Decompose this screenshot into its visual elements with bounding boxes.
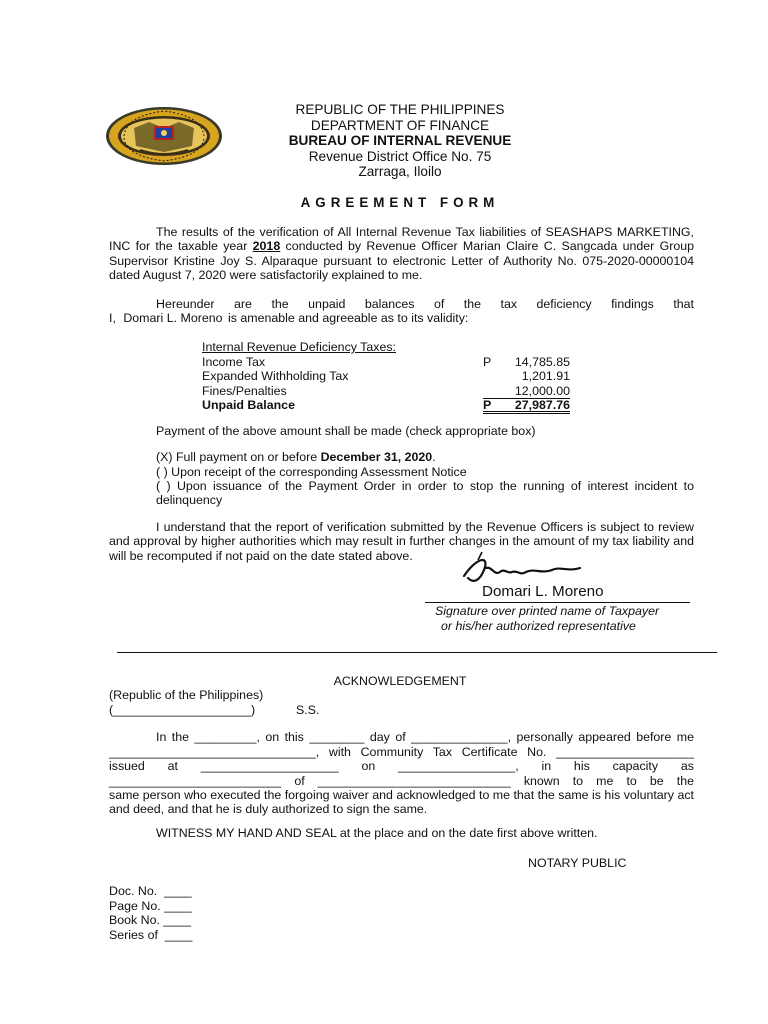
ack-blank-place: ____________________ — [200, 759, 339, 773]
total-label: Unpaid Balance — [202, 398, 295, 412]
payment-due-date: December 31, 2020 — [320, 450, 433, 464]
ack-issued: issued — [109, 759, 145, 773]
table-row — [202, 369, 572, 384]
ack-line-3 — [109, 759, 694, 773]
series-of: Series of ____ — [109, 927, 193, 942]
row-amount: 1,201.91 — [521, 369, 570, 383]
row-label: Fines/Penalties — [202, 383, 287, 398]
row-amount: 12,000.00 — [514, 383, 570, 398]
header-department: DEPARTMENT OF FINANCE — [310, 117, 490, 133]
table-row — [202, 355, 572, 370]
currency-symbol: P — [483, 354, 492, 369]
row-label: Income Tax — [202, 354, 266, 369]
ack-blank-date: _________________, — [398, 759, 519, 773]
signature-line — [425, 602, 690, 603]
payment-option-full — [156, 450, 436, 464]
section-divider — [117, 652, 717, 653]
signature-caption-2: or his/her authorized representative — [441, 619, 636, 633]
payment-option-assessment: ( ) Upon receipt of the corresponding Assessment Notice — [156, 464, 467, 479]
header-republic: REPUBLIC OF THE PHILIPPINES — [295, 102, 505, 117]
header-bureau: BUREAU OF INTERNAL REVENUE — [288, 133, 512, 148]
understand-paragraph: I understand that the report of verification submitted by the Revenue Officers is subject to review and approval by higher authorities which may result in further changes in the amount of my tax liability and will be recomputed if not paid on the date stated above. — [109, 520, 694, 563]
notary-public-label: NOTARY PUBLIC — [528, 856, 627, 870]
signature-icon — [456, 548, 586, 588]
hereunder-line: Hereunder are the unpaid balances of the tax deficiency findings that — [156, 297, 694, 311]
ack-ss: S.S. — [296, 702, 320, 717]
intro-text-2: conducted by Revenue Officer Marian Claire C. Sangcada under Group Supervisor Kristine Joy S. Alparaque pursuant to electronic Letter of Authority No. 075-2020-00000104 dated August 7, 2020 were satisfactorily explained to me. — [109, 239, 695, 283]
deficiency-heading: Internal Revenue Deficiency Taxes: — [202, 340, 396, 354]
taxpayer-printed-name: Domari L. Moreno — [482, 583, 604, 600]
ack-as: as — [680, 759, 694, 773]
total-amount: 27,987.76 — [514, 398, 570, 412]
form-title: AGREEMENT FORM — [300, 195, 500, 210]
book-no: Book No. ____ — [109, 913, 191, 927]
ack-line-2: ______________________________, with Community Tax Certificate No. ____________________ — [109, 744, 694, 759]
ack-witness: WITNESS MY HAND AND SEAL at the place and on the date first above written. — [156, 826, 598, 840]
total-rule-1 — [483, 411, 570, 412]
option3-text: ( ) Upon issuance of the Payment Order in order to stop the running of interest incident to delinquency — [156, 479, 694, 508]
hereunder-suffix: is amenable and agreeable as to its validity: — [227, 311, 469, 325]
page-no: Page No. ____ — [109, 898, 192, 913]
ack-capacity: capacity — [612, 759, 659, 773]
taxpayer-name-inline: Domari L. Moreno — [123, 311, 223, 325]
row-amount: 14,785.85 — [514, 354, 570, 369]
ack-at: at — [167, 759, 178, 773]
hereunder-prefix: I, — [109, 311, 116, 325]
ack-republic: (Republic of the Philippines) — [109, 688, 264, 702]
ack-line-1: In the _________, on this ________ day of ______________, personally appeared before me — [156, 730, 694, 744]
bir-seal-logo — [104, 106, 224, 166]
deficiency-table — [202, 340, 572, 413]
acknowledgement-heading: ACKNOWLEDGEMENT — [333, 674, 467, 688]
ack-line-5: same person who executed the forgoing waiver and acknowledged to me that the same is his voluntary act and deed, and that he is duly authorized to sign the same. — [109, 788, 694, 817]
payment-option-order — [156, 479, 694, 508]
ack-on: on — [361, 759, 376, 773]
doc-no: Doc. No. ____ — [109, 884, 192, 898]
taxable-year: 2018 — [252, 239, 281, 254]
table-row — [202, 384, 572, 399]
intro-paragraph — [109, 225, 694, 283]
ack-in: in — [541, 759, 552, 773]
ack-line-4: _________________________ of ____________________________ known to me to be the — [109, 773, 694, 788]
signature-caption-1: Signature over printed name of Taxpayer — [435, 604, 660, 618]
ack-his: his — [573, 759, 590, 773]
hereunder-line2 — [109, 311, 468, 325]
total-rule-2 — [483, 413, 570, 414]
intro-text-1: The results of the verification of All Internal Revenue Tax liabilities of SEASHAPS MARKETING, INC for the taxable year — [109, 225, 694, 254]
total-currency: P — [483, 398, 492, 412]
option1-text: (X) Full payment on or before — [156, 450, 321, 464]
header-location: Zarraga, Iloilo — [358, 164, 442, 179]
ack-blank-location: (____________________) — [109, 702, 256, 717]
option1-period: . — [432, 450, 436, 464]
row-label: Expanded Withholding Tax — [202, 369, 349, 383]
header-district: Revenue District Office No. 75 — [308, 148, 492, 164]
payment-instruction: Payment of the above amount shall be made (check appropriate box) — [156, 424, 536, 438]
